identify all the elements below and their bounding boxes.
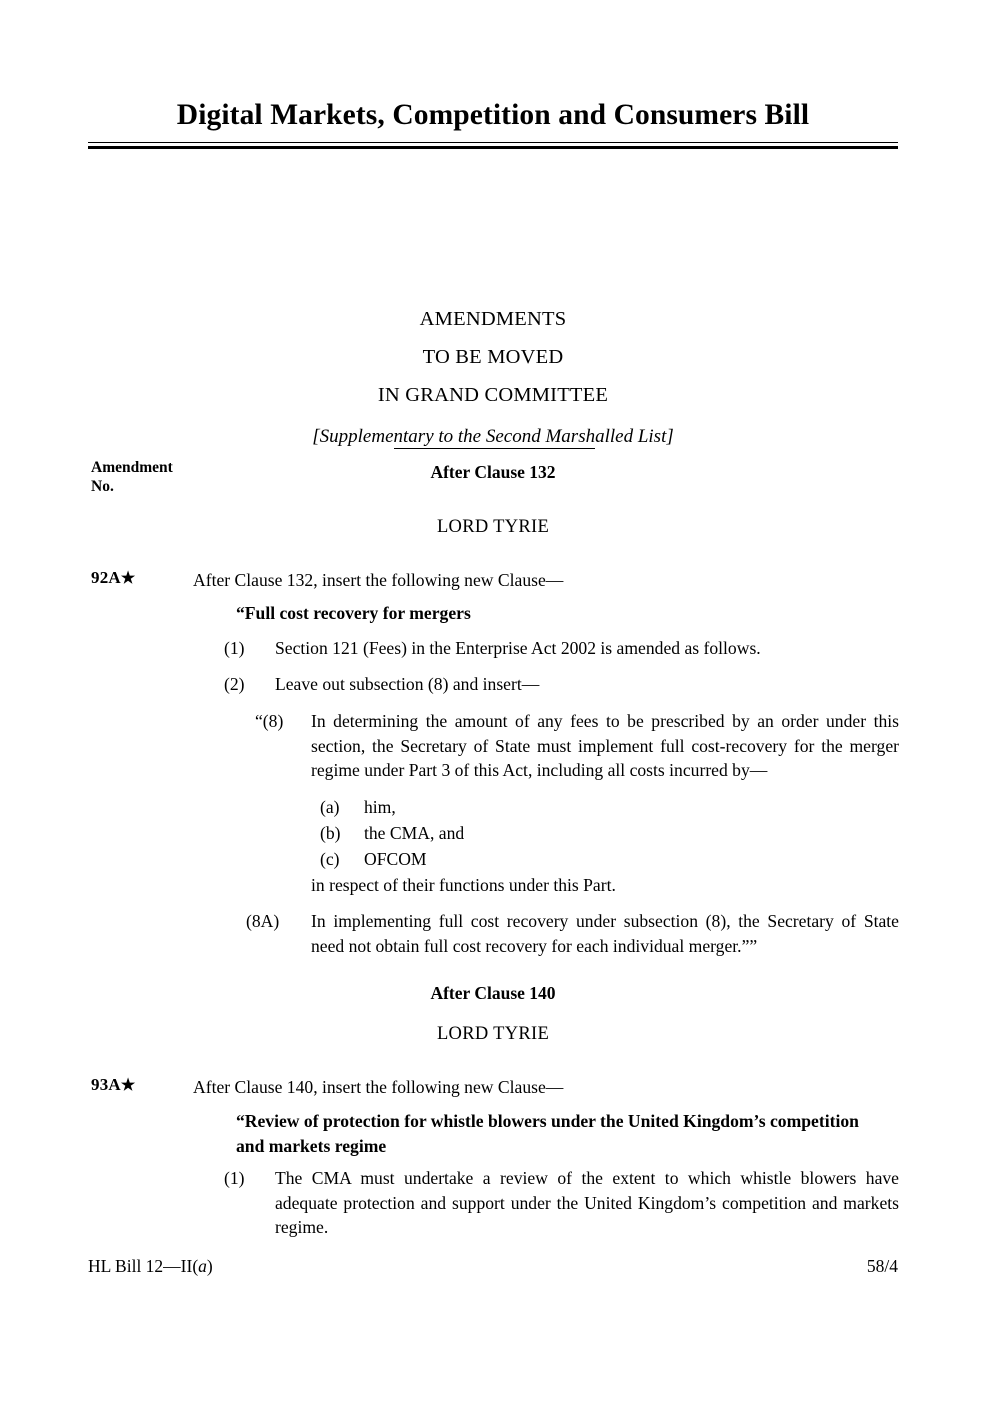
list-text: The CMA must undertake a review of the extent to which whistle blowers have adequate protection and support under the United Kingdom’s competition and markets regime. xyxy=(275,1168,899,1237)
subtitle-suffix: alled List] xyxy=(595,426,674,447)
quoted-subsection-text: In determining the amount of any fees to be prescribed by an order under this section, the Secretary of State must implement full cost-recovery for the merger regime under Part 3 of this Act, including all costs incurred by— xyxy=(311,711,899,780)
title-rule-thick xyxy=(88,146,898,149)
star-icon: ★ xyxy=(120,1077,136,1094)
list-item xyxy=(320,821,880,846)
list-text: OFCOM xyxy=(364,849,427,869)
quoted-subsection-marker: (8A) xyxy=(246,911,280,931)
list-marker: (b) xyxy=(320,823,341,843)
lead-in-92a: After Clause 132, insert the following new Clause— xyxy=(193,570,564,590)
quoted-subsection-text: In implementing full cost recovery under subsection (8), the Secretary of State need not obtain full cost recovery for each individual merger.”” xyxy=(311,911,899,956)
star-icon: ★ xyxy=(120,570,136,587)
quoted-subsection-marker: “(8) xyxy=(255,711,284,731)
list-marker: (2) xyxy=(224,674,245,694)
quoted-subsection-tail: in respect of their functions under this Part. xyxy=(311,875,616,895)
bill-reference-main: HL Bill 12—II( xyxy=(88,1256,199,1276)
member-name-140: LORD TYRIE xyxy=(436,1024,550,1044)
list-item xyxy=(224,636,894,661)
amendment-number-92a[interactable] xyxy=(91,568,135,588)
document-heading-block xyxy=(88,300,898,456)
title-rule xyxy=(88,142,898,149)
list-item xyxy=(224,672,894,697)
title-rule-thin xyxy=(88,142,898,143)
amendment-no-label-line1: Amendment xyxy=(91,459,173,476)
list-text: him, xyxy=(364,797,396,817)
list-marker: (1) xyxy=(224,638,245,658)
clause-heading-132: After Clause 132 xyxy=(430,462,556,482)
page-number: 58/4 xyxy=(866,1256,898,1276)
list-item xyxy=(224,1166,899,1240)
bill-reference-italic: a xyxy=(198,1256,207,1276)
amendment-no-label-line2: No. xyxy=(91,478,114,495)
new-clause-title-93a: “Review of protection for whistle blowers under the United Kingdom’s competition and markets regime xyxy=(236,1111,859,1156)
amendment-number-93a-text: 93A xyxy=(91,1075,121,1094)
heading-line-to-be-moved: TO BE MOVED xyxy=(422,346,564,368)
subtitle-underlined: ntary to the Second Marsh xyxy=(393,426,596,447)
lead-in-93a: After Clause 140, insert the following new Clause— xyxy=(193,1077,564,1097)
list-item xyxy=(320,795,880,820)
list-text: Section 121 (Fees) in the Enterprise Act 2002 is amended as follows. xyxy=(275,638,761,658)
bill-reference-close: ) xyxy=(206,1256,213,1276)
page-title: Digital Markets, Competition and Consumers Bill xyxy=(176,99,810,131)
subtitle-prefix: [Suppleme xyxy=(312,426,394,447)
clause-heading-140: After Clause 140 xyxy=(430,983,556,1003)
heading-line-in-grand-committee: IN GRAND COMMITTEE xyxy=(377,384,609,406)
quoted-subsection-8a xyxy=(246,909,899,958)
list-text: Leave out subsection (8) and insert— xyxy=(275,674,540,694)
new-clause-title-92a: “Full cost recovery for mergers xyxy=(236,603,471,623)
bill-reference xyxy=(88,1256,213,1277)
member-name-132: LORD TYRIE xyxy=(436,517,550,537)
page-footer xyxy=(88,1256,898,1277)
list-marker: (a) xyxy=(320,797,340,817)
heading-subtitle xyxy=(88,418,898,456)
list-item xyxy=(320,847,880,872)
quoted-subsection-8 xyxy=(255,709,899,783)
list-text: the CMA, and xyxy=(364,823,465,843)
amendment-number-93a[interactable] xyxy=(91,1075,135,1095)
heading-line-amendments: AMENDMENTS xyxy=(419,308,567,330)
list-marker: (1) xyxy=(224,1168,245,1188)
title-block xyxy=(88,98,898,149)
amendment-number-92a-text: 92A xyxy=(91,568,121,587)
list-marker: (c) xyxy=(320,849,340,869)
